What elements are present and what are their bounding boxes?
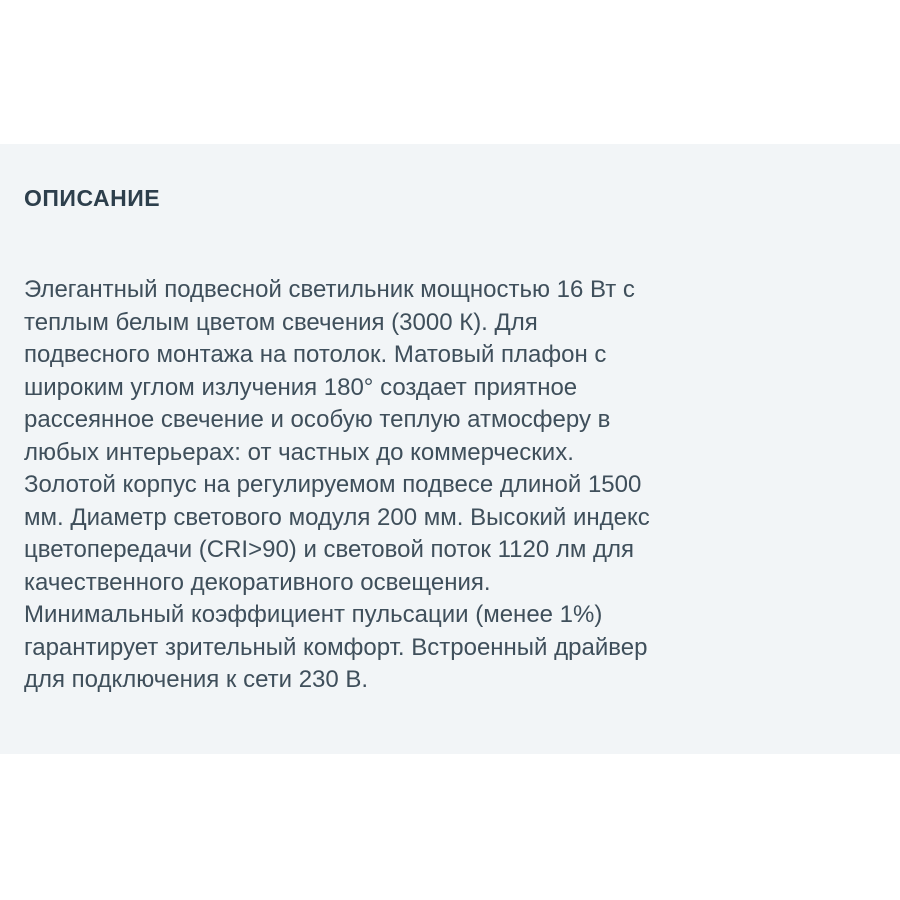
description-line: мм. Диаметр светового модуля 200 мм. Высокий индекс — [24, 503, 650, 531]
description-line: Золотой корпус на регулируемом подвесе длиной 1500 — [24, 471, 642, 498]
description-line: теплым белым цветом свечения (3000 К). Для — [24, 308, 538, 336]
description-line: цветопередачи (CRI>90) и световой поток 1120 лм для — [24, 536, 635, 563]
description-line: гарантирует зрительный комфорт. Встроенный драйвер — [24, 633, 648, 661]
description-line: широким углом излучения 180° создает приятное — [24, 373, 578, 401]
description-panel — [0, 144, 900, 754]
description-line: подвесного монтажа на потолок. Матовый плафон с — [24, 341, 607, 368]
description-line: рассеянное свечение и особую теплую атмосферу в — [24, 406, 611, 433]
description-text — [24, 274, 876, 697]
description-line: любых интерьерах: от частных до коммерческих. — [24, 438, 574, 466]
description-line: Элегантный подвесной светильник мощностью 16 Вт с — [24, 276, 635, 303]
description-line: качественного декоративного освещения. — [24, 568, 491, 596]
description-line: Минимальный коэффициент пульсации (менее 1%) — [24, 601, 603, 628]
section-title: ОПИСАНИЕ — [24, 185, 161, 211]
description-line: для подключения к сети 230 В. — [24, 666, 369, 693]
